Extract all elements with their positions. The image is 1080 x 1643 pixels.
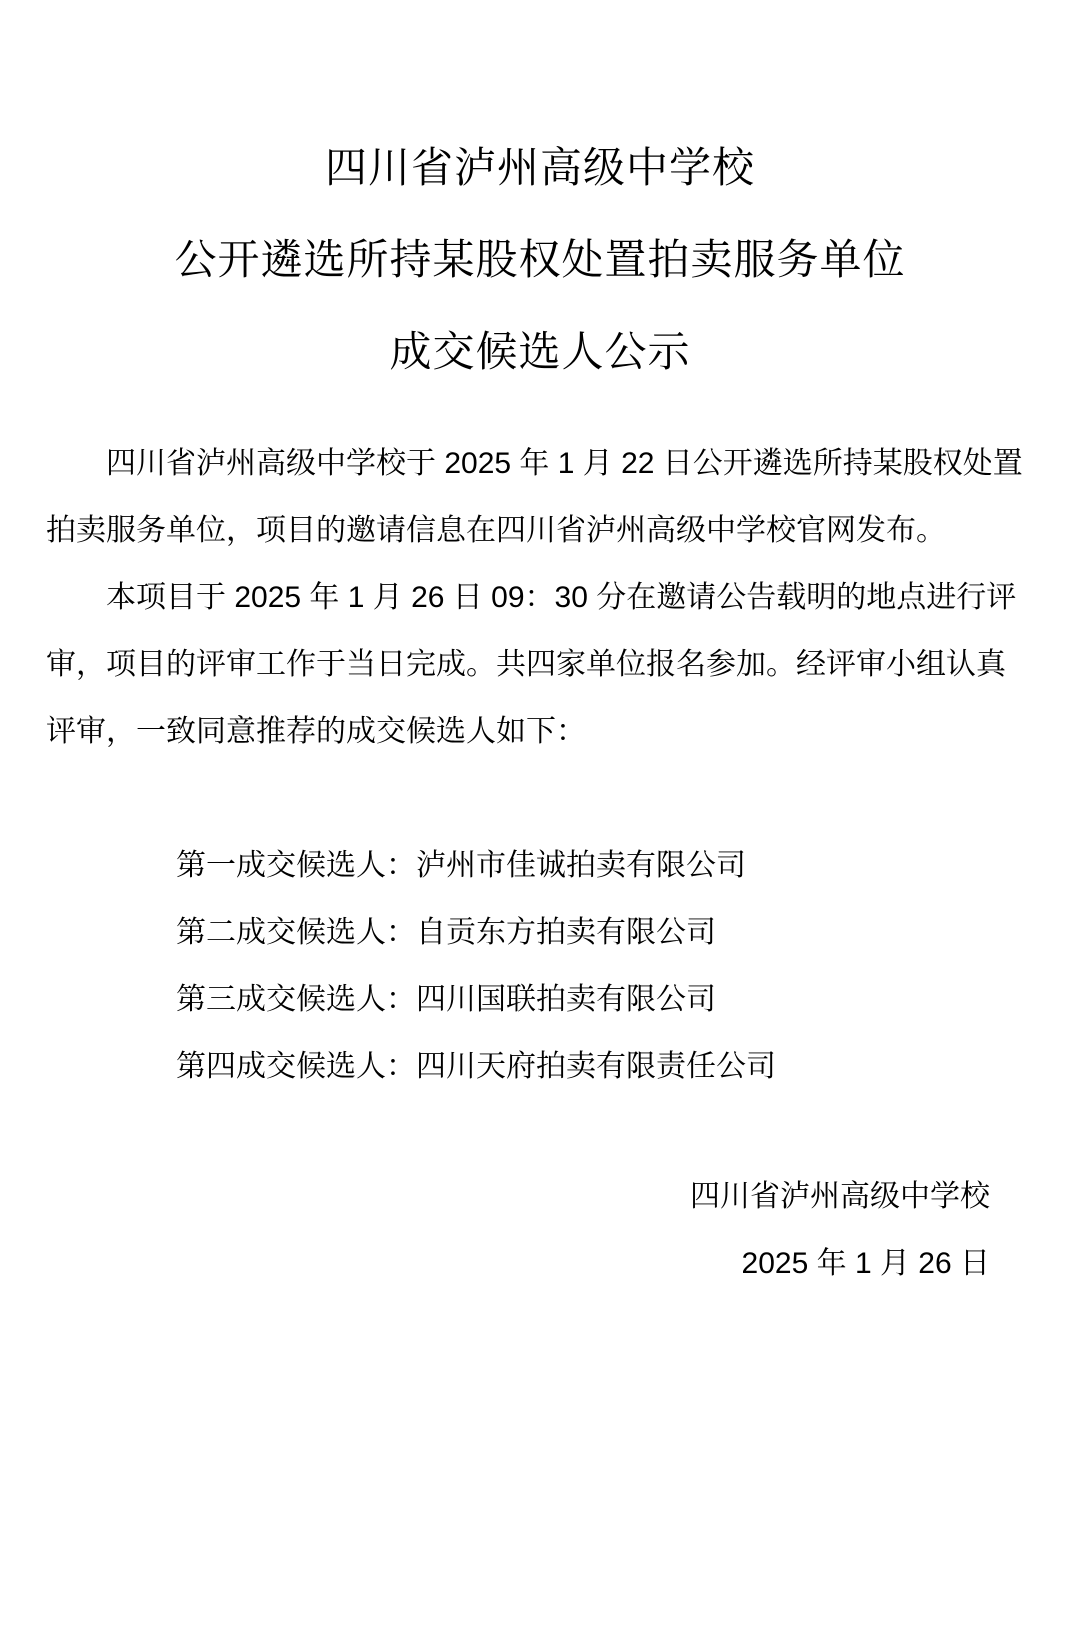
document-body bbox=[0, 430, 1080, 1297]
signature-organization: 四川省泸州高级中学校 bbox=[690, 1180, 990, 1213]
paragraph-review-process: 本项目于 2025 年 1 月 26 日 09：30 分在邀请公告载明的地点进行评审，项目的评审工作于当日完成。共四家单位报名参加。经评审小组认真评审，一致同意推荐的成交候选人如下： bbox=[46, 581, 1017, 748]
paragraph-project-intro: 四川省泸州高级中学校于 2025 年 1 月 22 日公开遴选所持某股权处置拍卖服务单位，项目的邀请信息在四川省泸州高级中学校官网发布。 bbox=[46, 447, 1023, 547]
candidate-line-1: 第一成交候选人：泸州市佳诚拍卖有限公司 bbox=[176, 849, 746, 882]
title-line-project: 公开遴选所持某股权处置拍卖服务单位 bbox=[174, 236, 906, 283]
signature-block bbox=[0, 1163, 1080, 1297]
document-title bbox=[0, 0, 1080, 398]
candidate-list bbox=[0, 832, 1080, 1100]
candidate-line-4: 第四成交候选人：四川天府拍卖有限责任公司 bbox=[176, 1050, 776, 1083]
title-line-announcement: 成交候选人公示 bbox=[389, 328, 691, 375]
candidate-line-2: 第二成交候选人：自贡东方拍卖有限公司 bbox=[176, 916, 716, 949]
signature-date: 2025 年 1 月 26 日 bbox=[741, 1247, 990, 1280]
candidate-line-3: 第三成交候选人：四川国联拍卖有限公司 bbox=[176, 983, 716, 1016]
title-line-organization: 四川省泸州高级中学校 bbox=[324, 144, 755, 191]
